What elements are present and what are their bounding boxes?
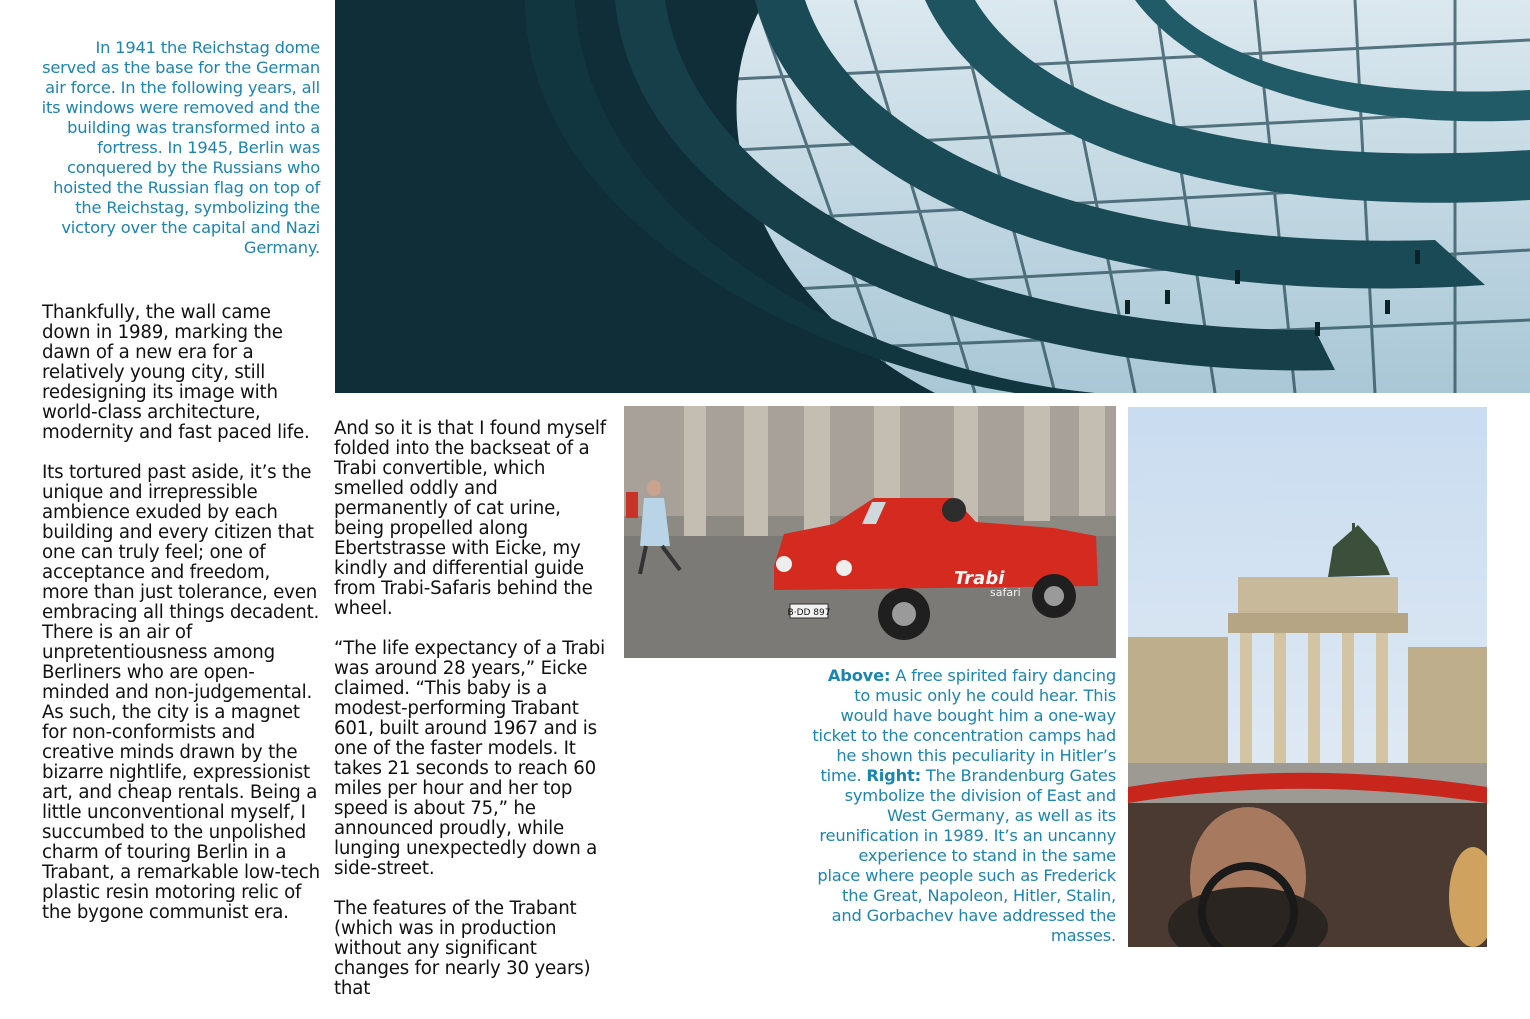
license-plate: B·DD 897 — [787, 608, 831, 618]
caption-right-label: Right: — [866, 766, 921, 785]
col2-paragraph-2: “The life expectancy of a Trabi was around 28 years,” Eicke claimed. “This baby is a modest-performing Trabant 601, built around 1967 and is one of the faster models. It takes 21 seconds to reach 60 miles per hour and her top speed is about 75,” he announced proudly, while lunging unexpectedly down a side-street. — [334, 638, 605, 879]
caption-above-text: A free spirited fairy dancing to music only he could hear. This would have bought him a one-way ticket to the concentration camps had he shown this peculiarity in Hitler’s time. — [812, 666, 1116, 785]
red-sign-icon — [626, 492, 638, 518]
photo-caption — [812, 666, 1116, 946]
col2-paragraph-3: The features of the Trabant (which was in production without any significant changes for nearly 30 years) that — [334, 898, 591, 999]
article-column-2 — [334, 419, 616, 1019]
col1-paragraph-2: Its tortured past aside, it’s the unique and irrepressible ambience exuded by each building and every citizen that one can truly feel; one of acceptance and freedom, more than just tolerance, even embracing all things decadent. There is an air of unpretentiousness among Berliners who are open-minded and non-judgemental. As such, the city is a magnet for non-conformists and creative minds drawn by the bizarre nightlife, expressionist art, and cheap rentals. Being a little unconventional myself, I succumbed to the unpolished charm of touring Berlin in a Trabant, a remarkable low-tech plastic resin motoring relic of the bygone communist era. — [42, 462, 320, 923]
caption-above-label: Above: — [827, 666, 891, 685]
trabi-safari-photo — [624, 406, 1116, 658]
trabi-logo-text: Trabi — [954, 568, 1005, 589]
caption-right-text: The Brandenburg Gates symbolize the division of East and West Germany, as well as its reunification in 1989. It’s an uncanny experience to stand in the same place where people such as Frederick the Great, Napoleon, Hitler, Stalin, and Gorbachev have addressed the masses. — [817, 766, 1116, 945]
reichstag-dome-photo — [335, 0, 1530, 393]
article-column-1 — [42, 303, 320, 943]
safari-logo-text: safari — [990, 586, 1021, 599]
col1-paragraph-1: Thankfully, the wall came down in 1989, marking the dawn of a new era for a relatively young city, still redesigning its image with world-class architecture, modernity and fast paced life. — [42, 302, 310, 443]
brandenburg-gate-photo — [1128, 407, 1487, 947]
dome-sidebar-caption: In 1941 the Reichstag dome served as the base for the German air force. In the following years, all its windows were removed and the building was transformed into a fortress. In 1945, Berlin was conquered by the Russians who hoisted the Russian flag on top of the Reichstag, symbolizing the victory over the capital and Nazi Germany. — [41, 38, 320, 257]
col2-paragraph-1: And so it is that I found myself folded into the backseat of a Trabi convertible, which smelled oddly and permanently of cat urine, being propelled along Ebertstrasse with Eicke, my kindly and differential guide from Trabi-Safaris behind the wheel. — [334, 418, 606, 619]
